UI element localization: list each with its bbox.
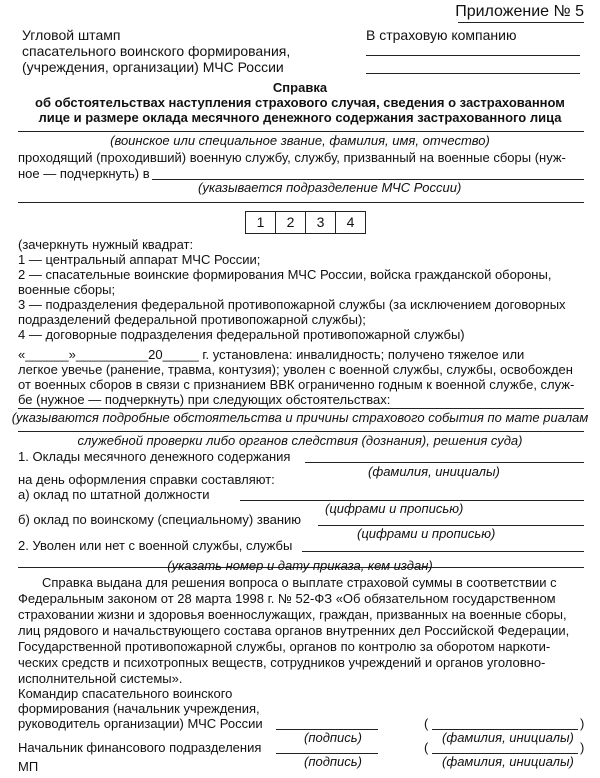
options-line-6: 4 — договорные подразделения федеральной противопожарной службы) bbox=[18, 327, 465, 342]
date-line-3: от военных сборов в связи с признанием ВВК ограниченно годным к военной службе, служ- bbox=[18, 377, 575, 392]
options-line-0: (зачеркнуть нужный квадрат: bbox=[18, 237, 194, 252]
hint-fio-sig-2: (фамилия, инициалы) bbox=[442, 754, 574, 769]
body-line-6: исполнительной системы». bbox=[18, 671, 183, 686]
salary-b: б) оклад по воинскому (специальному) званию bbox=[18, 512, 302, 527]
hint-unit: (указывается подразделение МЧС России) bbox=[198, 180, 462, 195]
category-boxes bbox=[245, 211, 366, 234]
finance-head-label: Начальник финансового подразделения bbox=[18, 740, 262, 755]
circumstances-field-1[interactable] bbox=[18, 408, 584, 409]
dismissed-label: 2. Уволен или нет с военной службы, службы bbox=[18, 538, 293, 553]
dismissed-field[interactable] bbox=[302, 551, 584, 552]
options-line-4: 3 — подразделения федеральной противопожарной службы (за исключением договорных bbox=[18, 297, 566, 312]
hint-signature-2: (подпись) bbox=[304, 754, 362, 769]
body-line-1: Федеральным законом от 28 марта 1998 г. № 52-ФЗ «Об обязательном государственном bbox=[18, 591, 556, 606]
hint-words-b: (цифрами и прописью) bbox=[357, 526, 496, 541]
paren-close-2: ) bbox=[580, 740, 585, 755]
stamp-line-1: Угловой штамп bbox=[22, 27, 121, 43]
hint-circumstances: (указываются подробные обстоятельства и причины страхового события по мате риалам bbox=[11, 410, 589, 425]
insurer-field-2[interactable] bbox=[366, 73, 580, 74]
body-line-2: страховании жизни и здоровья военнослужащих, граждан, призванных на военные сборы, bbox=[18, 607, 567, 622]
salary-a: а) оклад по штатной должности bbox=[18, 487, 210, 502]
body-line-3: лиц рядового и начальствующего состава органов внутренних дел Российской Федерации, bbox=[18, 623, 570, 638]
hint-fio-sig-1: (фамилия, инициалы) bbox=[442, 730, 574, 745]
category-box-4[interactable]: 4 bbox=[346, 214, 355, 230]
hint-investigation: служебной проверки либо органов следствия (дознания), решения суда) bbox=[77, 433, 523, 448]
category-box-1[interactable]: 1 bbox=[246, 212, 276, 233]
doc-title: Справка bbox=[272, 80, 328, 95]
stamp-place-label: МП bbox=[18, 759, 39, 774]
stamp-line-2: спасательного воинского формирования, bbox=[22, 43, 291, 59]
commander-line-1: Командир спасательного воинского bbox=[18, 686, 233, 701]
date-line-2: легкое увечье (ранение, травма, контузия); уволен с военной службы, службы, освобожден bbox=[18, 362, 573, 377]
body-line-4: Государственной противопожарной службы, органов по контролю за оборотом наркоти- bbox=[18, 639, 551, 654]
commander-line-3: руководитель организации) МЧС России bbox=[18, 716, 263, 731]
options-line-3: военные сборы; bbox=[18, 282, 116, 297]
salary-date: на день оформления справки составляют: bbox=[18, 472, 275, 487]
hint-name: (воинское или специальное звание, фамилия, имя, отчество) bbox=[110, 133, 490, 148]
category-box-3[interactable]: 3 bbox=[306, 212, 336, 233]
body-line-5: ческих средств и психотропных веществ, сотрудников учреждений и органов уголовно- bbox=[18, 655, 546, 670]
paren-open-1: ( bbox=[424, 716, 429, 731]
hint-words-a: (цифрами и прописью) bbox=[325, 501, 464, 516]
options-line-2: 2 — спасательные воинские формирования МЧС России, войска гражданской обороны, bbox=[18, 267, 552, 282]
service-line-1: проходящий (проходивший) военную службу, службу, призванный на военные сборы (нуж- bbox=[18, 150, 566, 165]
doc-subtitle-2: лице и размере оклада месячного денежного содержания застрахованного лица bbox=[38, 110, 562, 125]
unit-field-2[interactable] bbox=[18, 202, 584, 203]
paren-close-1: ) bbox=[580, 716, 585, 731]
salary-title: 1. Оклады месячного денежного содержания bbox=[18, 449, 291, 464]
service-line-2: ное — подчеркнуть) в bbox=[18, 166, 150, 181]
salary-fio-field[interactable] bbox=[305, 462, 584, 463]
circumstances-field-2[interactable] bbox=[18, 431, 584, 432]
hint-fio: (фамилия, инициалы) bbox=[368, 464, 500, 479]
name-field[interactable] bbox=[18, 131, 584, 132]
body-line-0: Справка выдана для решения вопроса о выплате страховой суммы в соответствии с bbox=[42, 575, 557, 590]
commander-line-2: формирования (начальник учреждения, bbox=[18, 701, 260, 716]
appendix-label: Приложение № 5 bbox=[455, 3, 584, 20]
options-line-1: 1 — центральный аппарат МЧС России; bbox=[18, 252, 261, 267]
paren-open-2: ( bbox=[424, 740, 429, 755]
doc-subtitle-1: об обстоятельствах наступления страхового случая, сведения о застрахованном bbox=[35, 95, 565, 110]
insurer-label: В страховую компанию bbox=[366, 27, 517, 43]
hint-signature-1: (подпись) bbox=[304, 730, 362, 745]
hint-order: (указать номер и дату приказа, кем издан) bbox=[167, 558, 433, 573]
date-line-4: бе (нужное — подчеркнуть) при следующих обстоятельствах: bbox=[18, 392, 391, 407]
options-line-5: подразделений федеральной противопожарной службы); bbox=[18, 312, 366, 327]
stamp-line-3: (учреждения, организации) МЧС России bbox=[22, 59, 284, 75]
category-box-2[interactable]: 2 bbox=[276, 212, 306, 233]
appendix-underline bbox=[458, 22, 584, 23]
date-line-1: «______»__________20_____ г. установлена: инвалидность; получено тяжелое или bbox=[18, 347, 525, 362]
insurer-field-1[interactable] bbox=[366, 55, 580, 56]
